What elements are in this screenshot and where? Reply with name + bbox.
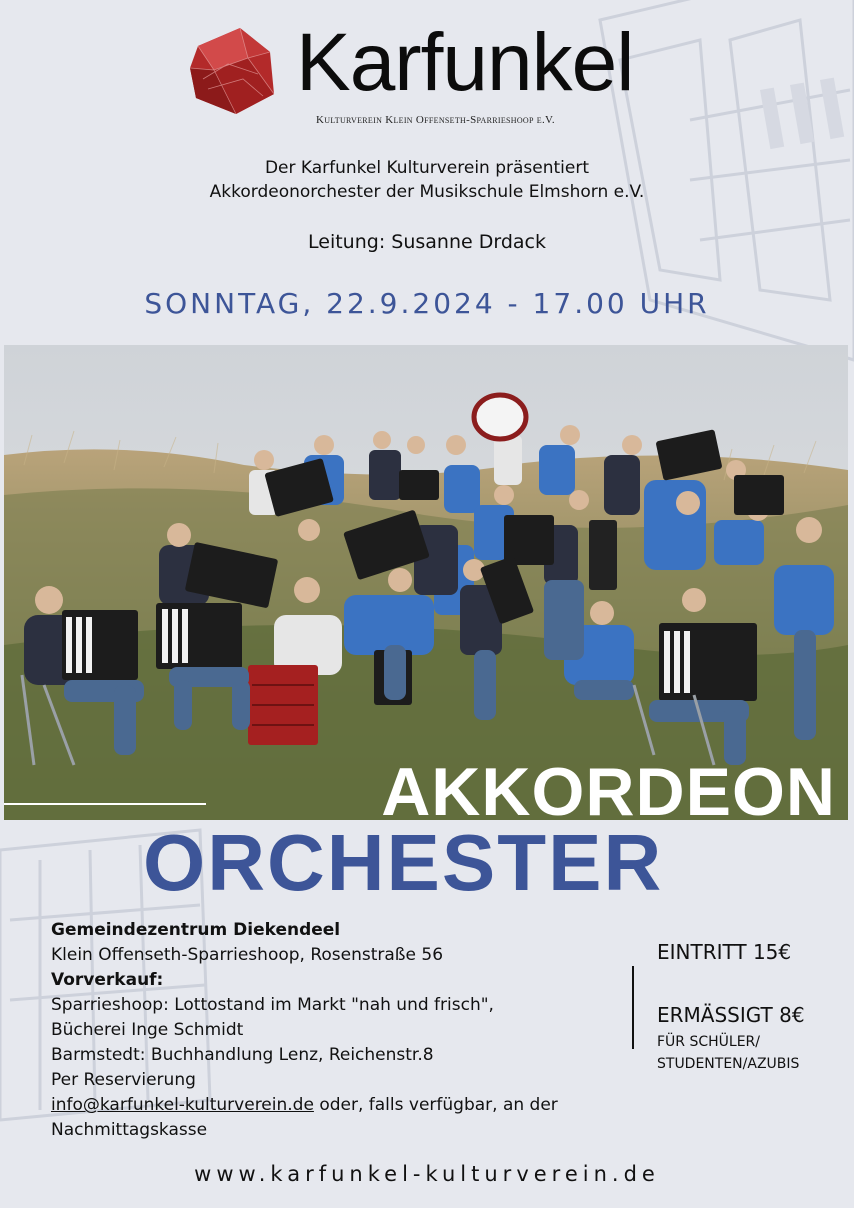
- email-link[interactable]: info@karfunkel-kulturverein.de: [51, 1095, 314, 1115]
- presale-line-2: Bücherei Inge Schmidt: [51, 1020, 244, 1040]
- reduced-price-note: [657, 1031, 837, 1075]
- logo-wordmark: Karfunkel: [296, 17, 634, 108]
- intro-line-1: Der Karfunkel Kulturverein präsentiert: [264, 158, 590, 178]
- reduced-price-note-line-2: STUDENTEN/AZUBIS: [657, 1056, 800, 1072]
- reduced-price: ERMÄSSIGT 8€: [657, 1003, 805, 1027]
- presale-line-5: [51, 1093, 611, 1118]
- venue-address: Klein Offenseth-Sparrieshoop, Rosenstraße 56: [51, 945, 444, 965]
- event-info: [51, 918, 611, 1143]
- presale-line-6: Nachmittagskasse: [51, 1120, 208, 1140]
- title-orchester: ORCHESTER: [143, 818, 664, 907]
- red-gem-icon: [188, 24, 280, 116]
- presale-heading: Vorverkauf:: [51, 970, 164, 990]
- title-divider: [4, 803, 206, 805]
- presale-line-1: Sparrieshoop: Lottostand im Markt "nah und frisch",: [51, 995, 494, 1015]
- venue-name: Gemeindezentrum Diekendeel: [51, 920, 341, 940]
- karfunkel-logo: [188, 17, 668, 132]
- intro-line-2: Akkordeonorchester der Musikschule Elmshorn e.V.: [209, 182, 645, 202]
- event-date: SONNTAG, 22.9.2024 - 17.00 UHR: [144, 287, 710, 320]
- admission-price: EINTRITT 15€: [657, 940, 792, 964]
- reduced-price-note-line-1: FÜR SCHÜLER/: [657, 1034, 761, 1050]
- orchestra-photo: [4, 345, 848, 820]
- presale-line-4: Per Reservierung: [51, 1070, 196, 1090]
- presale-line-3: Barmstedt: Buchhandlung Lenz, Reichenstr.8: [51, 1045, 434, 1065]
- presale-line-5-rest: oder, falls verfügbar, an der: [313, 1095, 558, 1115]
- website-url[interactable]: www.karfunkel-kulturverein.de: [194, 1162, 660, 1186]
- price-divider: [632, 966, 634, 1049]
- logo-subtitle: Kulturverein Klein Offenseth-Sparrieshoop e.V.: [316, 114, 555, 126]
- title-akkordeon: AKKORDEON: [381, 754, 836, 830]
- conductor-line: Leitung: Susanne Drdack: [308, 231, 546, 253]
